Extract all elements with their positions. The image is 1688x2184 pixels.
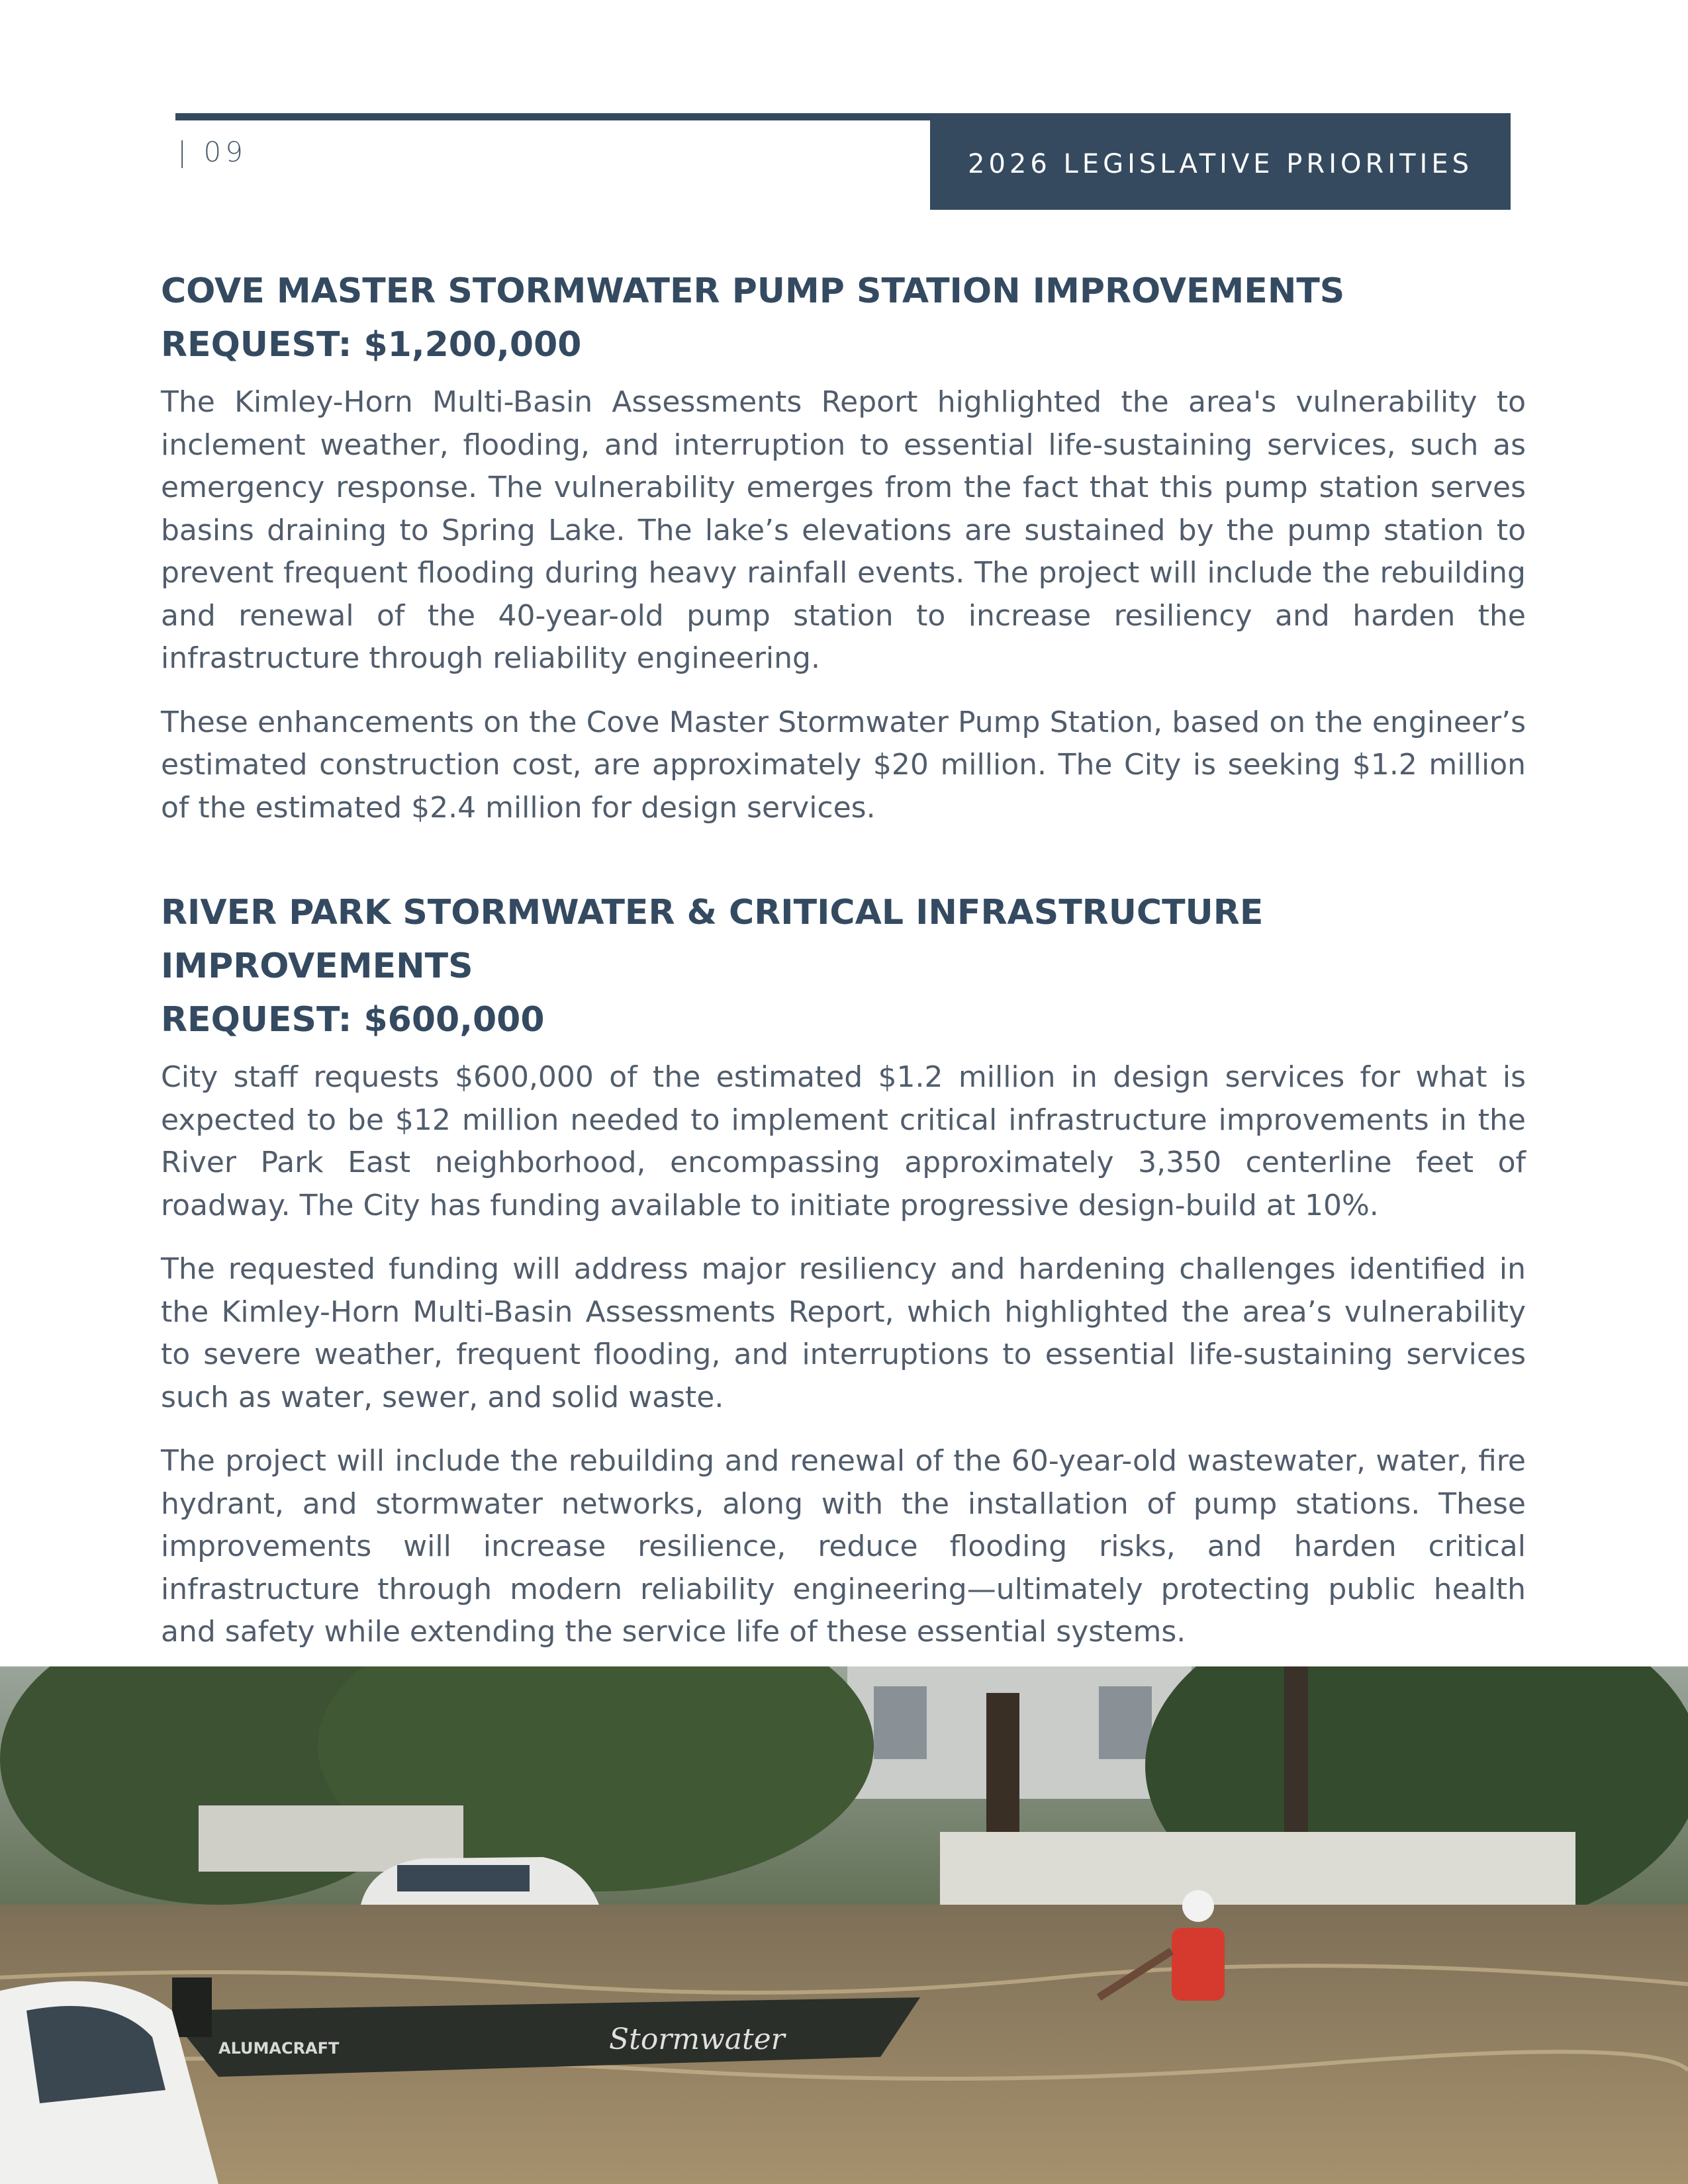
section-title: COVE MASTER STORMWATER PUMP STATION IMPROVEMENTS (161, 271, 1345, 311)
flood-scene-illustration (0, 1666, 1688, 2184)
body-paragraph: The requested funding will address major resiliency and hardening challenges identified in the Kimley-Horn Multi-Basin Assessments Report, which highlighted the area’s vulnerability to severe weather, frequent flooding, and interruptions to essential life-sustaining services such as water, sewer, and solid waste. (161, 1252, 1526, 1414)
main-content (161, 265, 1526, 1654)
rescuer-helmet (1182, 1890, 1214, 1922)
rescuer-life-vest (1172, 1928, 1225, 2001)
boat-name-label: Stormwater (609, 2023, 785, 2056)
section-title-line1: RIVER PARK STORMWATER & CRITICAL INFRASTRUCTURE (161, 893, 1264, 933)
section-title-line2: IMPROVEMENTS (161, 946, 473, 986)
boat-brand-label: ALUMACRAFT (218, 2039, 340, 2058)
body-paragraph: The project will include the rebuilding and renewal of the 60-year-old wastewater, water, fire hydrant, and stormwater networks, along with the installation of pump stations. These improvements will increase resilience, reduce flooding risks, and harden critical infrastructure through modern reliability engineering—ultimately protecting public health and safety while extending the service life of these essential systems. (161, 1444, 1526, 1649)
car-window (397, 1865, 530, 1891)
section-heading (161, 265, 1526, 372)
header-banner (930, 118, 1511, 210)
outboard-motor (172, 1978, 212, 2037)
body-paragraph: The Kimley-Horn Multi-Basin Assessments Report highlighted the area's vulnerability to inclement weather, flooding, and interruption to essential life-sustaining services, such as emergency response. The vulnerability emerges from the fact that this pump station serves basins draining to Spring Lake. The lake’s elevations are sustained by the pump station to prevent frequent flooding during heavy rainfall events. The project will include the rebuilding and renewal of the 40-year-old pump station to increase resiliency and harden the infrastructure through reliability engineering. (161, 385, 1526, 675)
page-number: | 09 (177, 136, 247, 168)
body-paragraph: City staff requests $600,000 of the estimated $1.2 million in design services for what is expected to be $12 million needed to implement critical infrastructure improvements in the River Park East neighborhood, encompassing approximately 3,350 centerline feet of roadway. The City has funding available to initiate progressive design-build at 10%. (161, 1060, 1526, 1222)
section-heading (161, 886, 1526, 1047)
section-request-amount: REQUEST: $600,000 (161, 1000, 545, 1040)
house-window (874, 1686, 927, 1759)
flood-photo (0, 1666, 1688, 2184)
section-cove-master (161, 265, 1526, 829)
section-river-park (161, 886, 1526, 1654)
body-paragraph: These enhancements on the Cove Master Stormwater Pump Station, based on the engineer’s estimated construction cost, are approximately $20 million. The City is seeking $1.2 million of the estimated $2.4 million for design services. (161, 705, 1526, 825)
banner-title: 2026 LEGISLATIVE PRIORITIES (968, 148, 1473, 179)
section-request-amount: REQUEST: $1,200,000 (161, 325, 582, 365)
house-window (1099, 1686, 1152, 1759)
